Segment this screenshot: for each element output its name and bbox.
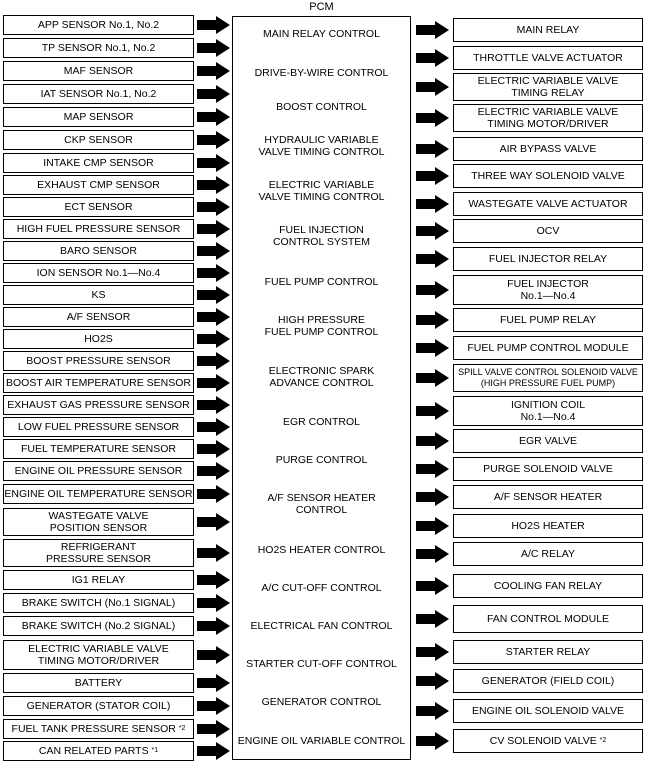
input-sensor-box: ENGINE OIL PRESSURE SENSOR [3, 461, 194, 481]
input-arrow-icon [197, 352, 230, 370]
input-sensor-box: CKP SENSOR [3, 130, 194, 150]
input-arrow-icon [197, 308, 230, 326]
input-arrow-icon [197, 264, 230, 282]
pcm-function: DRIVE-BY-WIRE CONTROL [254, 67, 389, 79]
output-label: CV SOLENOID VALVE [489, 735, 597, 747]
input-arrow-icon [197, 462, 230, 480]
input-sensor-box: BOOST PRESSURE SENSOR [3, 351, 194, 371]
pcm-function: HIGH PRESSURE FUEL PUMP CONTROL [264, 314, 379, 338]
input-sensor-box: ENGINE OIL TEMPERATURE SENSOR [3, 484, 194, 504]
input-sensor-box: BRAKE SWITCH (No.2 SIGNAL) [3, 616, 194, 636]
input-sensor-box: CAN RELATED PARTS *1 [3, 741, 194, 761]
output-actuator-box: ELECTRIC VARIABLE VALVE TIMING RELAY [453, 73, 643, 101]
input-arrow-icon [197, 286, 230, 304]
output-arrow-icon [416, 339, 449, 357]
output-arrow-icon [416, 140, 449, 158]
output-arrow-icon [416, 49, 449, 67]
output-actuator-box: THROTTLE VALVE ACTUATOR [453, 46, 643, 70]
input-sensor-box: APP SENSOR No.1, No.2 [3, 15, 194, 35]
output-arrow-icon [416, 250, 449, 268]
input-arrow-icon [197, 440, 230, 458]
input-sensor-box: A/F SENSOR [3, 307, 194, 327]
pcm-function: FUEL INJECTION CONTROL SYSTEM [272, 224, 371, 248]
output-actuator-box: SPILL VALVE CONTROL SOLENOID VALVE (HIGH PRESSURE FUEL PUMP) [453, 364, 643, 392]
output-actuator-box: A/C RELAY [453, 542, 643, 566]
output-arrow-icon [416, 732, 449, 750]
output-arrow-icon [416, 610, 449, 628]
output-actuator-box: GENERATOR (FIELD COIL) [453, 669, 643, 693]
output-arrow-icon [416, 195, 449, 213]
input-arrow-icon [197, 697, 230, 715]
pcm-function: FUEL PUMP CONTROL [264, 276, 379, 288]
input-sensor-box: FUEL TANK PRESSURE SENSOR *2 [3, 719, 194, 739]
output-actuator-box: WASTEGATE VALVE ACTUATOR [453, 192, 643, 216]
pcm-function: PURGE CONTROL [275, 454, 368, 466]
input-sensor-box: WASTEGATE VALVE POSITION SENSOR [3, 508, 194, 536]
input-arrow-icon [197, 742, 230, 760]
output-actuator-box: FUEL INJECTOR No.1—No.4 [453, 275, 643, 305]
pcm-title: PCM [309, 1, 334, 13]
output-arrow-icon [416, 488, 449, 506]
input-sensor-box: HIGH FUEL PRESSURE SENSOR [3, 219, 194, 239]
input-arrow-icon [197, 39, 230, 57]
output-arrow-icon [416, 517, 449, 535]
output-arrow-icon [416, 643, 449, 661]
output-actuator-box: HO2S HEATER [453, 514, 643, 538]
output-arrow-icon [416, 672, 449, 690]
output-arrow-icon [416, 545, 449, 563]
output-actuator-box: IGNITION COIL No.1—No.4 [453, 396, 643, 426]
pcm-function: ELECTRICAL FAN CONTROL [250, 620, 393, 632]
output-arrow-icon [416, 78, 449, 96]
output-arrow-icon [416, 281, 449, 299]
input-arrow-icon [197, 131, 230, 149]
input-sensor-box: BOOST AIR TEMPERATURE SENSOR [3, 373, 194, 393]
input-sensor-box: ELECTRIC VARIABLE VALVE TIMING MOTOR/DRIVER [3, 640, 194, 670]
input-sensor-box: BRAKE SWITCH (No.1 SIGNAL) [3, 593, 194, 613]
pcm-function: STARTER CUT-OFF CONTROL [246, 658, 397, 670]
input-sensor-box: ION SENSOR No.1—No.4 [3, 263, 194, 283]
input-arrow-icon [197, 242, 230, 260]
output-actuator-box: AIR BYPASS VALVE [453, 137, 643, 161]
output-arrow-icon [416, 222, 449, 240]
input-arrow-icon [197, 16, 230, 34]
output-arrow-icon [416, 432, 449, 450]
pcm-function: ELECTRONIC SPARK ADVANCE CONTROL [268, 365, 375, 389]
output-actuator-box: ENGINE OIL SOLENOID VALVE [453, 699, 643, 723]
pcm-function: HO2S HEATER CONTROL [257, 544, 386, 556]
input-arrow-icon [197, 646, 230, 664]
input-sensor-box: KS [3, 285, 194, 305]
input-sensor-box: LOW FUEL PRESSURE SENSOR [3, 417, 194, 437]
output-actuator-box: ELECTRIC VARIABLE VALVE TIMING MOTOR/DRIVER [453, 104, 643, 132]
pcm-function: GENERATOR CONTROL [261, 696, 382, 708]
input-arrow-icon [197, 544, 230, 562]
input-arrow-icon [197, 330, 230, 348]
output-arrow-icon [416, 702, 449, 720]
output-actuator-box: STARTER RELAY [453, 640, 643, 664]
input-arrow-icon [197, 617, 230, 635]
input-sensor-box: EXHAUST GAS PRESSURE SENSOR [3, 395, 194, 415]
output-actuator-box: PURGE SOLENOID VALVE [453, 457, 643, 481]
input-label: FUEL TANK PRESSURE SENSOR [11, 723, 176, 735]
output-actuator-box: THREE WAY SOLENOID VALVE [453, 164, 643, 188]
input-arrow-icon [197, 485, 230, 503]
output-arrow-icon [416, 369, 449, 387]
input-sensor-box: IG1 RELAY [3, 570, 194, 590]
input-sensor-box: REFRIGERANT PRESSURE SENSOR [3, 539, 194, 567]
pcm-function: A/C CUT-OFF CONTROL [261, 582, 382, 594]
pcm-function: EGR CONTROL [282, 416, 360, 428]
input-label: CAN RELATED PARTS [38, 745, 149, 757]
pcm-function: A/F SENSOR HEATER CONTROL [267, 492, 376, 516]
output-arrow-icon [416, 167, 449, 185]
output-actuator-box: EGR VALVE [453, 429, 643, 453]
input-arrow-icon [197, 62, 230, 80]
input-sensor-box: IAT SENSOR No.1, No.2 [3, 84, 194, 104]
input-arrow-icon [197, 571, 230, 589]
input-sensor-box: TP SENSOR No.1, No.2 [3, 38, 194, 58]
output-actuator-box: FUEL PUMP CONTROL MODULE [453, 336, 643, 360]
input-sensor-box: ECT SENSOR [3, 197, 194, 217]
input-arrow-icon [197, 374, 230, 392]
input-arrow-icon [197, 396, 230, 414]
input-arrow-icon [197, 418, 230, 436]
input-sensor-box: BARO SENSOR [3, 241, 194, 261]
input-sensor-box: INTAKE CMP SENSOR [3, 153, 194, 173]
input-sensor-box: HO2S [3, 329, 194, 349]
input-arrow-icon [197, 108, 230, 126]
input-sensor-box: GENERATOR (STATOR COIL) [3, 696, 194, 716]
output-actuator-box: A/F SENSOR HEATER [453, 485, 643, 509]
input-arrow-icon [197, 198, 230, 216]
input-arrow-icon [197, 674, 230, 692]
input-sensor-box: EXHAUST CMP SENSOR [3, 175, 194, 195]
output-arrow-icon [416, 311, 449, 329]
output-actuator-box: FAN CONTROL MODULE [453, 605, 643, 633]
input-arrow-icon [197, 176, 230, 194]
pcm-function: HYDRAULIC VARIABLE VALVE TIMING CONTROL [258, 134, 385, 158]
pcm-function: ENGINE OIL VARIABLE CONTROL [237, 735, 406, 747]
input-arrow-icon [197, 513, 230, 531]
pcm-box [232, 16, 411, 760]
pcm-function: BOOST CONTROL [276, 101, 367, 113]
output-arrow-icon [416, 109, 449, 127]
output-actuator-box: CV SOLENOID VALVE *2 [453, 729, 643, 753]
output-actuator-box: OCV [453, 219, 643, 243]
input-arrow-icon [197, 594, 230, 612]
input-sensor-box: FUEL TEMPERATURE SENSOR [3, 439, 194, 459]
input-sensor-box: MAP SENSOR [3, 107, 194, 127]
output-arrow-icon [416, 402, 449, 420]
output-arrow-icon [416, 460, 449, 478]
pcm-function: ELECTRIC VARIABLE VALVE TIMING CONTROL [258, 179, 385, 203]
input-arrow-icon [197, 85, 230, 103]
input-arrow-icon [197, 220, 230, 238]
input-sensor-box: BATTERY [3, 673, 194, 693]
output-actuator-box: MAIN RELAY [453, 18, 643, 42]
output-arrow-icon [416, 577, 449, 595]
output-arrow-icon [416, 21, 449, 39]
output-actuator-box: FUEL INJECTOR RELAY [453, 247, 643, 271]
input-arrow-icon [197, 154, 230, 172]
pcm-function: MAIN RELAY CONTROL [263, 28, 380, 40]
output-actuator-box: COOLING FAN RELAY [453, 574, 643, 598]
output-actuator-box: FUEL PUMP RELAY [453, 308, 643, 332]
input-arrow-icon [197, 720, 230, 738]
input-sensor-box: MAF SENSOR [3, 61, 194, 81]
